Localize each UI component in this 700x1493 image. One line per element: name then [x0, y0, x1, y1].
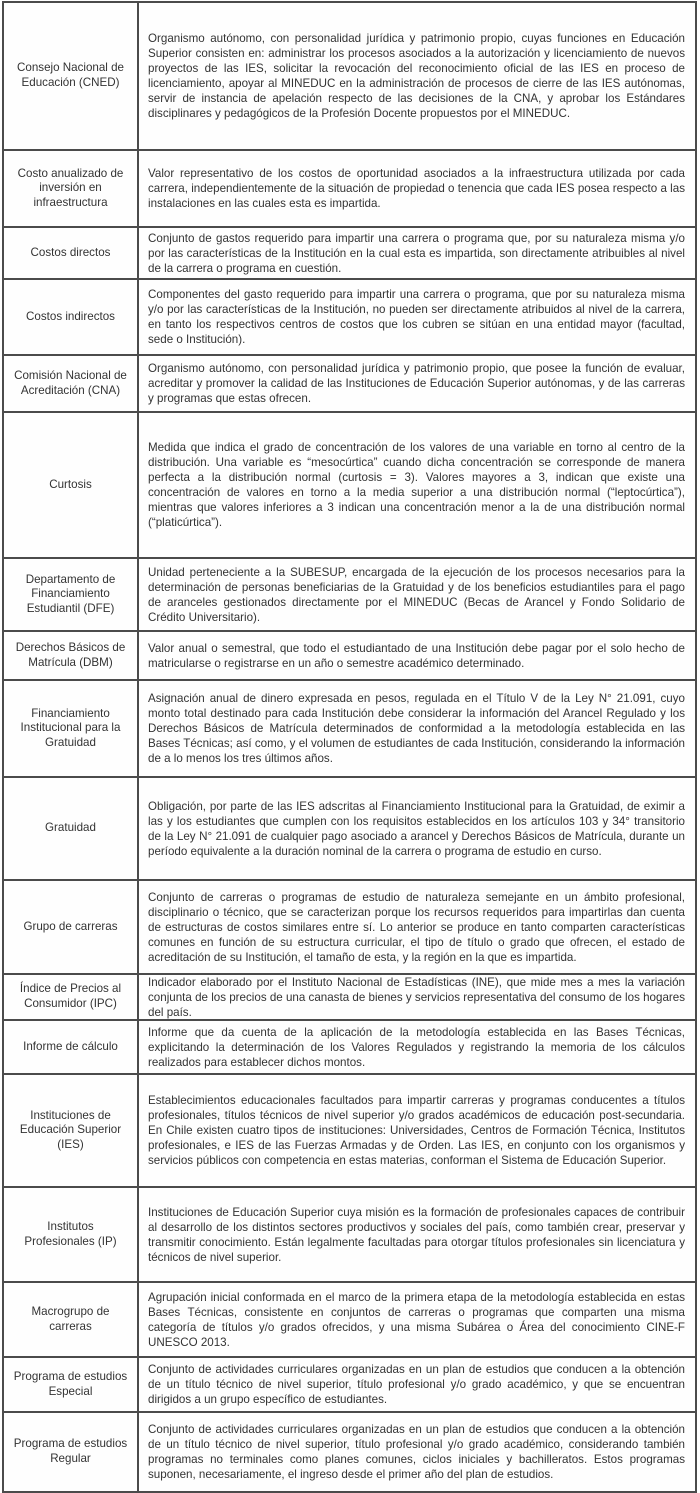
definition-text: Conjunto de gastos requerido para impartir una carrera o programa que, por su naturaleza misma y/o por las características de la Institución en la cual esta es impartida, son directamente atribuibles al nivel de la carrera o programa en cuestión. [148, 231, 685, 275]
term-cell: Derechos Básicos de Matrícula (DBM) [4, 632, 139, 679]
table-row [4, 1358, 695, 1413]
term-cell: Consejo Nacional de Educación (CNED) [4, 3, 139, 149]
table-row [4, 1021, 695, 1075]
definition-cell [139, 356, 695, 411]
table-row [4, 1188, 695, 1283]
table-row [4, 559, 695, 632]
term-cell: Informe de cálculo [4, 1021, 139, 1073]
definition-cell [139, 228, 695, 278]
table-row [4, 1413, 695, 1491]
term-cell: Programa de estudios Especial [4, 1358, 139, 1411]
definition-text: Instituciones de Educación Superior cuya misión es la formación de profesionales capaces de contribuir al desarrollo de los distintos sectores productivos y sociales del país, como también crear, preservar y transmitir conocimiento. Están legalmente facultadas para otorgar títulos profesionales sin licenciatura y técnicos de nivel superior. [148, 1205, 685, 1264]
definition-cell [139, 1021, 695, 1073]
table-row [4, 228, 695, 280]
term-cell: Programa de estudios Regular [4, 1413, 139, 1491]
term-cell: Costo anualizado de inversión en infraestructura [4, 151, 139, 226]
table-row [4, 881, 695, 975]
definition-text: Conjunto de actividades curriculares organizadas en un plan de estudios que conducen a la obtención de un título técnico de nivel superior, título profesional y/o grado académico, considerando también programas no terminales como planes comunes, ciclos iniciales y bachilleratos. Estos programas suponen, necesariamente, el ingreso desde el primer año del plan de estudios. [148, 1423, 685, 1481]
definition-text: Organismo autónomo, con personalidad jurídica y patrimonio propio, cuyas funciones en Educación Superior consisten en: administrar los procesos asociados a la autorización y licenciamiento de nuevos proyectos de las IES, solicitar la revocación del reconocimiento oficial de las IES en proceso de licenciamiento, apoyar al MINEDUC en la administración de procesos de cierre de las IES autónomas, servir de instancia de apelación respecto de las decisiones de la CNA, y aprobar los Estándares disciplinares y pedagógicos de la Profesión Docente propuestos por el MINEDUC. [148, 32, 685, 120]
definition-text: Valor anual o semestral, que todo el estudiantado de una Institución debe pagar por el solo hecho de matricularse o registrarse en un año o semestre académico determinado. [148, 641, 685, 670]
definition-text: Informe que da cuenta de la aplicación de la metodología establecida en las Bases Técnicas, explicitando la determinación de los Valores Regulados y registrando la memoria de los cálculos realizados para establecer dichos montos. [148, 1025, 685, 1069]
definition-cell [139, 413, 695, 557]
definition-cell [139, 681, 695, 776]
table-row [4, 975, 695, 1021]
definition-cell [139, 3, 695, 149]
definition-text: Obligación, por parte de las IES adscritas al Financiamiento Institucional para la Gratuidad, de eximir a las y los estudiantes que cumplen con los requisitos establecidos en los artículos 103 y 34° transitorio de la Ley N° 21.091 de cualquier pago asociado a arancel y Derechos Básicos de Matrícula, durante un período equivalente a la duración nominal de la carrera o programa de estudio en curso. [148, 799, 685, 858]
definition-text: Agrupación inicial conformada en el marco de la primera etapa de la metodología establecida en estas Bases Técnicas, consistente en conjuntos de carreras o programas que comparten una misma categoría de títulos y/o grados ofrecidos, y una misma Subárea o Área del conocimiento CINE-F UNESCO 2013. [148, 1290, 685, 1349]
term-cell: Institutos Profesionales (IP) [4, 1188, 139, 1281]
definition-text: Conjunto de actividades curriculares organizadas en un plan de estudios que conducen a la obtención de un título técnico de nivel superior, título profesional y/o grado académico, y que se encuentran dirigidos a un grupo específico de estudiantes. [148, 1363, 685, 1406]
definition-cell [139, 881, 695, 973]
definition-text: Indicador elaborado por el Instituto Nacional de Estadísticas (INE), que mide mes a mes la variación conjunta de los precios de una canasta de bienes y servicios representativa del consumo de los hogares del país. [148, 975, 685, 1019]
table-row [4, 280, 695, 356]
term-cell: Curtosis [4, 413, 139, 557]
definition-text: Medida que indica el grado de concentración de los valores de una variable en torno al centro de la distribución. Una variable es “mesocúrtica” cuando dicha concentración se corresponde de manera perfecta a la distribución normal (curtosis = 3). Valores mayores a 3, indican que existe una concentración de valores en torno a la media superior a una distribución normal (“leptocúrtica”), mientras que valores inferiores a 3 indican una concentración menor a la de una distribución normal (“platicúrtica”). [148, 441, 685, 529]
term-cell: Costos directos [4, 228, 139, 278]
term-cell: Instituciones de Educación Superior (IES) [4, 1075, 139, 1186]
table-row [4, 356, 695, 413]
definition-cell [139, 975, 695, 1019]
table-row [4, 681, 695, 778]
table-row [4, 151, 695, 228]
term-cell: Grupo de carreras [4, 881, 139, 973]
definition-text: Organismo autónomo, con personalidad jurídica y patrimonio propio, que posee la función de evaluar, acreditar y promover la calidad de las Instituciones de Educación Superior autónomas, y de las carreras y programas que estas ofrecen. [148, 362, 685, 405]
table-row [4, 778, 695, 881]
definition-text: Asignación anual de dinero expresada en pesos, regulada en el Título V de la Ley N° 21.091, cuyo monto total destinado para cada Institución debe considerar la información del Arancel Regulado y los Derechos Básicos de Matrícula determinados de conformidad a la metodología establecida en las Bases Técnicas; así como, y el volumen de estudiantes de cada Institución, considerando la información de a lo menos los tres últimos años. [148, 692, 685, 765]
table-row [4, 3, 695, 151]
definition-cell [139, 1075, 695, 1186]
definition-cell [139, 280, 695, 354]
definition-cell [139, 559, 695, 630]
definition-cell [139, 1188, 695, 1281]
definition-text: Conjunto de carreras o programas de estudio de naturaleza semejante en un ámbito profesional, disciplinario o técnico, que se caracterizan porque los recursos requeridos para impartirlas dan cuenta de estructuras de costos similares entre sí. Lo anterior se produce en tanto comparten características comunes en función de su estructura curricular, el tipo de título o grado que ofrecen, el estado de acreditación de su Institución, el tamaño de esta, y la región en la que es impartida. [148, 890, 685, 964]
definition-text: Unidad perteneciente a la SUBESUP, encargada de la ejecución de los procesos necesarios para la determinación de personas beneficiarias de la Gratuidad y de los beneficios estudiantiles para el pago de aranceles gestionados directamente por el MINEDUC (Becas de Arancel y Fondo Solidario de Crédito Universitario). [148, 565, 685, 624]
term-cell: Comisión Nacional de Acreditación (CNA) [4, 356, 139, 411]
table-row [4, 1075, 695, 1188]
term-cell: Costos indirectos [4, 280, 139, 354]
definition-text: Establecimientos educacionales facultados para impartir carreras y programas conducentes a títulos profesionales, títulos técnicos de nivel superior y/o grados académicos de educación post-secundaria. En Chile existen cuatro tipos de instituciones: Universidades, Centros de Formación Técnica, Institutos profesionales, e IES de las Fuerzas Armadas y de Orden. Las IES, en conjunto con los organismos y servicios públicos con competencia en estas materias, conforman el Sistema de Educación Superior. [148, 1094, 685, 1167]
term-cell: Macrogrupo de carreras [4, 1283, 139, 1356]
term-cell: Financiamiento Institucional para la Gratuidad [4, 681, 139, 776]
table-row [4, 413, 695, 559]
definition-text: Componentes del gasto requerido para impartir una carrera o programa, que por su naturaleza misma y/o por las características de la Institución, no pueden ser directamente atribuidos al nivel de la carrera, en tanto los respectivos centros de costos que los cubren se sitúan en una entidad mayor (facultad, sede o Institución). [148, 288, 685, 346]
term-cell: Departamento de Financiamiento Estudiantil (DFE) [4, 559, 139, 630]
definition-cell [139, 1283, 695, 1356]
definition-cell [139, 778, 695, 879]
definition-cell [139, 1413, 695, 1491]
glossary-table [2, 1, 697, 1493]
table-row [4, 632, 695, 681]
definition-text: Valor representativo de los costos de oportunidad asociados a la infraestructura utilizada por cada carrera, independientemente de la situación de propiedad o tenencia que cada IES posea respecto a las instalaciones en las cuales esta es impartida. [148, 167, 685, 210]
definition-cell [139, 151, 695, 226]
definition-cell [139, 1358, 695, 1411]
definition-cell [139, 632, 695, 679]
table-row [4, 1283, 695, 1358]
term-cell: Gratuidad [4, 778, 139, 879]
term-cell: Índice de Precios al Consumidor (IPC) [4, 975, 139, 1019]
